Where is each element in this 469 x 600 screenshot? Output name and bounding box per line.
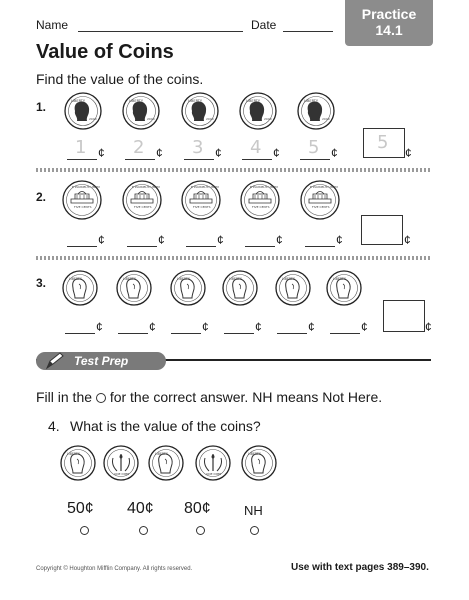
penny-coin-icon bbox=[237, 90, 279, 132]
row-number: 3. bbox=[36, 276, 47, 290]
choice-label: 80¢ bbox=[184, 500, 211, 517]
traced-number: 3 bbox=[192, 137, 204, 158]
dime-heads-coin-icon bbox=[146, 443, 186, 483]
text-pages-reference: Use with text pages 389–390. bbox=[291, 562, 429, 573]
cent-symbol: ¢ bbox=[336, 233, 343, 247]
cent-symbol: ¢ bbox=[215, 146, 222, 160]
choice-label: 50¢ bbox=[67, 500, 94, 517]
nickel-coin-icon bbox=[238, 178, 282, 222]
answer-blank[interactable] bbox=[186, 228, 216, 247]
name-field[interactable] bbox=[78, 31, 243, 32]
dime-tails-coin-icon bbox=[101, 443, 141, 483]
answer-blank[interactable] bbox=[118, 315, 148, 334]
traced-number: 4 bbox=[250, 137, 262, 158]
nickel-coin-icon bbox=[120, 178, 164, 222]
test-prep-instruction bbox=[36, 389, 382, 405]
question-number: 4. bbox=[48, 418, 60, 434]
instruction-after: for the correct answer. NH means Not Here. bbox=[109, 389, 383, 405]
penny-coin-icon bbox=[179, 90, 221, 132]
nickel-coin-icon bbox=[179, 178, 223, 222]
cent-symbol: ¢ bbox=[308, 320, 315, 334]
dime-heads-coin-icon bbox=[58, 443, 98, 483]
pencil-icon bbox=[44, 351, 66, 371]
practice-badge bbox=[345, 0, 433, 46]
copyright-text: Copyright © Houghton Mifflin Company. All rights reserved. bbox=[36, 566, 193, 572]
row-number: 1. bbox=[36, 100, 47, 114]
practice-number: 14.1 bbox=[375, 22, 403, 38]
test-prep-label: Test Prep bbox=[74, 354, 129, 368]
answer-blank[interactable] bbox=[305, 228, 335, 247]
answer-blank[interactable] bbox=[330, 315, 360, 334]
cent-symbol: ¢ bbox=[425, 320, 432, 334]
answer-blank[interactable] bbox=[245, 228, 275, 247]
dime-coin-icon bbox=[168, 268, 208, 308]
page-title: Value of Coins bbox=[36, 41, 174, 63]
cent-symbol: ¢ bbox=[202, 320, 209, 334]
instruction-before: Fill in the bbox=[36, 389, 93, 405]
dime-coin-icon bbox=[273, 268, 313, 308]
choice-label: NH bbox=[244, 503, 263, 518]
answer-blank[interactable] bbox=[127, 228, 157, 247]
dime-coin-icon bbox=[324, 268, 364, 308]
cent-symbol: ¢ bbox=[96, 320, 103, 334]
dime-tails-coin-icon bbox=[193, 443, 233, 483]
date-field[interactable] bbox=[283, 31, 333, 32]
section-divider bbox=[36, 168, 431, 172]
section-divider bbox=[36, 256, 431, 260]
nickel-coin-icon bbox=[60, 178, 104, 222]
row-number: 2. bbox=[36, 190, 47, 204]
penny-coin-icon bbox=[295, 90, 337, 132]
choice-bubble[interactable] bbox=[196, 526, 205, 535]
total-answer-box[interactable] bbox=[363, 128, 405, 158]
cent-symbol: ¢ bbox=[361, 320, 368, 334]
dime-heads-coin-icon bbox=[239, 443, 279, 483]
answer-blank[interactable] bbox=[65, 315, 95, 334]
answer-blank[interactable] bbox=[67, 228, 97, 247]
traced-number: 5 bbox=[308, 137, 320, 158]
cent-symbol: ¢ bbox=[158, 233, 165, 247]
choice-bubble[interactable] bbox=[139, 526, 148, 535]
cent-symbol: ¢ bbox=[331, 146, 338, 160]
cent-symbol: ¢ bbox=[273, 146, 280, 160]
cent-symbol: ¢ bbox=[276, 233, 283, 247]
cent-symbol: ¢ bbox=[217, 233, 224, 247]
cent-symbol: ¢ bbox=[98, 233, 105, 247]
practice-label: Practice bbox=[361, 6, 417, 22]
dime-coin-icon bbox=[114, 268, 154, 308]
question-text: What is the value of the coins? bbox=[70, 418, 261, 434]
date-label: Date bbox=[251, 18, 277, 32]
penny-coin-icon bbox=[62, 90, 104, 132]
traced-number: 1 bbox=[75, 137, 87, 158]
answer-blank[interactable] bbox=[224, 315, 254, 334]
answer-blank[interactable] bbox=[277, 315, 307, 334]
penny-coin-icon bbox=[120, 90, 162, 132]
instruction-text: Find the value of the coins. bbox=[36, 71, 204, 87]
dime-coin-icon bbox=[60, 268, 100, 308]
dime-coin-icon bbox=[220, 268, 260, 308]
total-answer-box[interactable] bbox=[383, 300, 425, 332]
cent-symbol: ¢ bbox=[404, 233, 411, 247]
choice-label: 40¢ bbox=[127, 500, 154, 517]
cent-symbol: ¢ bbox=[405, 146, 412, 160]
answer-blank[interactable] bbox=[171, 315, 201, 334]
choice-bubble[interactable] bbox=[250, 526, 259, 535]
traced-number: 2 bbox=[133, 137, 145, 158]
name-label: Name bbox=[36, 18, 69, 32]
choice-bubble[interactable] bbox=[80, 526, 89, 535]
total-answer-box[interactable] bbox=[361, 215, 403, 245]
cent-symbol: ¢ bbox=[255, 320, 262, 334]
cent-symbol: ¢ bbox=[156, 146, 163, 160]
cent-symbol: ¢ bbox=[98, 146, 105, 160]
bubble-icon bbox=[96, 393, 106, 403]
nickel-coin-icon bbox=[298, 178, 342, 222]
traced-total: 5 bbox=[377, 132, 389, 153]
cent-symbol: ¢ bbox=[149, 320, 156, 334]
